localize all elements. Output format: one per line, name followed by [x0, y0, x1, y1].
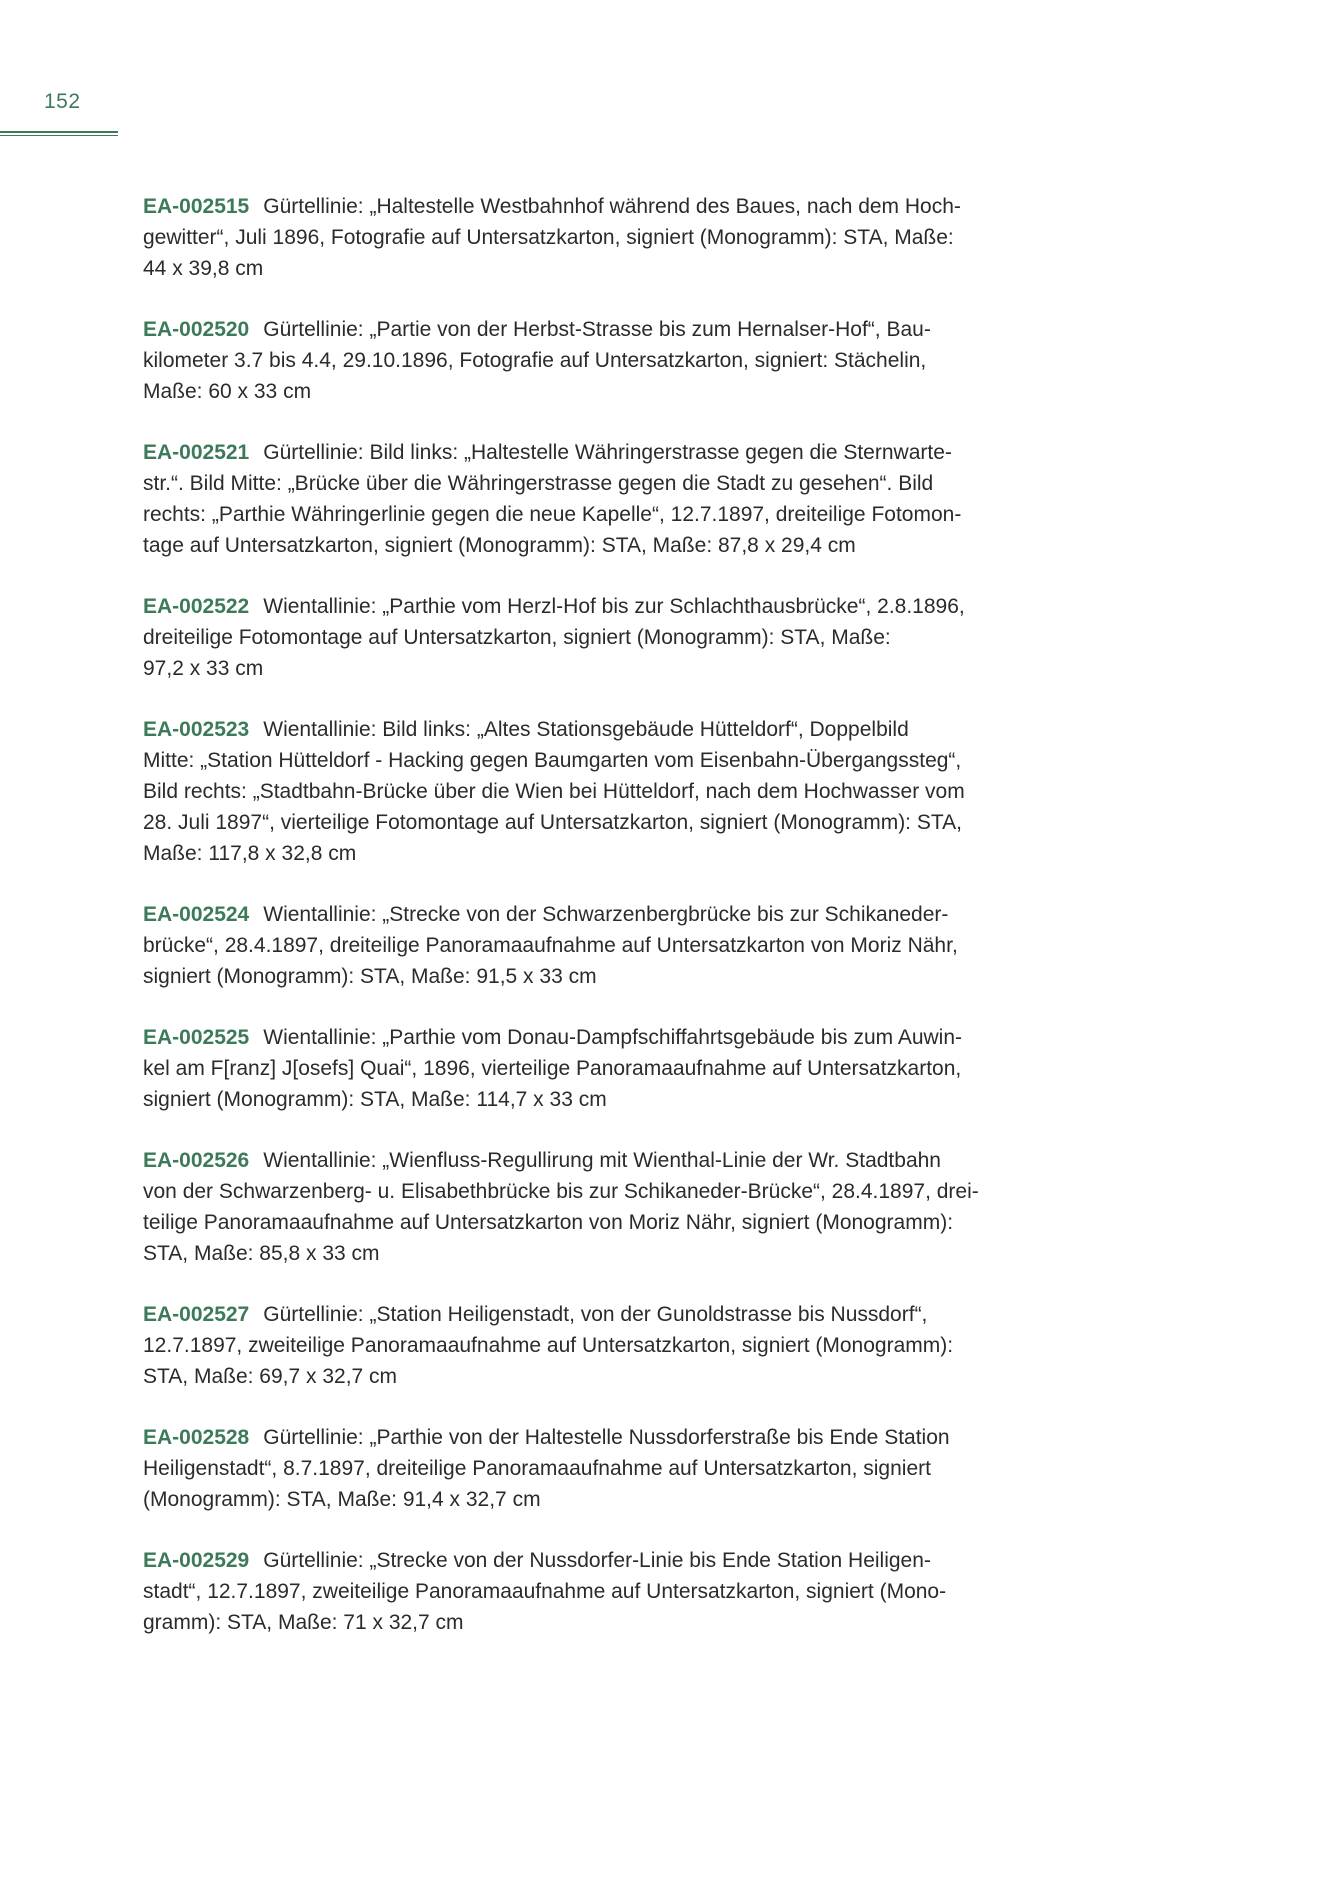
entry-code: EA-002525 [143, 1026, 250, 1049]
entry-text: Gürtellinie: „Partie von der Herbst-Strasse bis zum Hernalser-Hof“, Bau- kilometer 3.7 bis 4.4, 29.10.1896, Fotografie auf Untersatzkarton, signiert: Stächelin, Maße: 60 x 33 cm [143, 318, 931, 403]
header-rule-bottom [0, 135, 118, 136]
catalog-entry [143, 314, 1043, 407]
entry-code: EA-002523 [143, 718, 250, 741]
entry-code: EA-002528 [143, 1426, 250, 1449]
catalog-entries [143, 191, 1043, 1668]
entry-text: Gürtellinie: „Station Heiligenstadt, von der Gunoldstrasse bis Nussdorf“, 12.7.1897, zweiteilige Panoramaaufnahme auf Untersatzkarton, signiert (Monogramm): STA, Maße: 69,7 x 32,7 cm [143, 1303, 954, 1388]
entry-text: Wientallinie: „Parthie vom Donau-Dampfschiffahrtsgebäude bis zum Auwin- kel am F[ranz] J[osefs] Quai“, 1896, vierteilige Panoramaaufnahme auf Untersatzkarton, signiert (Monogramm): STA, Maße: 114,7 x 33 cm [143, 1026, 963, 1111]
page-number: 152 [44, 90, 81, 113]
catalog-entry [143, 591, 1043, 684]
entry-text: Wientallinie: „Wienfluss-Regullirung mit Wienthal-Linie der Wr. Stadtbahn von der Schwarzenberg- u. Elisabethbrücke bis zur Schikaneder-Brücke“, 28.4.1897, drei- teilige Panoramaaufnahme auf Untersatzkarton von Moriz Nähr, signiert (Monogramm): STA, Maße: 85,8 x 33 cm [143, 1149, 979, 1265]
entry-code: EA-002524 [143, 903, 250, 926]
catalog-entry [143, 899, 1043, 992]
entry-code: EA-002529 [143, 1549, 250, 1572]
entry-text: Wientallinie: Bild links: „Altes Stationsgebäude Hütteldorf“, Doppelbild Mitte: „Station Hütteldorf - Hacking gegen Baumgarten vom Eisenbahn-Übergangssteg“, Bild rechts: „Stadtbahn-Brücke über die Wien bei Hütteldorf, nach dem Hochwasser vom 28. Juli 1897“, vierteilige Fotomontage auf Untersatzkarton, signiert (Monogramm): STA, Maße: 117,8 x 32,8 cm [143, 718, 965, 865]
entry-code: EA-002520 [143, 318, 250, 341]
catalog-entry [143, 1022, 1043, 1115]
catalog-entry [143, 191, 1043, 284]
entry-code: EA-002522 [143, 595, 250, 618]
entry-text: Gürtellinie: Bild links: „Haltestelle Währingerstrasse gegen die Sternwarte- str.“. Bild Mitte: „Brücke über die Währingerstrasse gegen die Stadt zu gesehen“. Bild rechts: „Parthie Währingerlinie gegen die neue Kapelle“, 12.7.1897, dreiteilige Fotomon- tage auf Untersatzkarton, signiert (Monogramm): STA, Maße: 87,8 x 29,4 cm [143, 441, 962, 557]
catalog-entry [143, 437, 1043, 561]
entry-code: EA-002515 [143, 195, 250, 218]
catalog-entry [143, 1422, 1043, 1515]
catalog-entry [143, 1299, 1043, 1392]
entry-code: EA-002526 [143, 1149, 250, 1172]
catalog-entry [143, 714, 1043, 869]
header-rule-top [0, 131, 118, 133]
catalog-entry [143, 1145, 1043, 1269]
entry-text: Wientallinie: „Parthie vom Herzl-Hof bis zur Schlachthausbrücke“, 2.8.1896, dreiteilige Fotomontage auf Untersatzkarton, signiert (Monogramm): STA, Maße: 97,2 x 33 cm [143, 595, 965, 680]
entry-code: EA-002527 [143, 1303, 250, 1326]
entry-code: EA-002521 [143, 441, 250, 464]
entry-text: Wientallinie: „Strecke von der Schwarzenbergbrücke bis zur Schikaneder- brücke“, 28.4.1897, dreiteilige Panoramaaufnahme auf Untersatzkarton von Moriz Nähr, signiert (Monogramm): STA, Maße: 91,5 x 33 cm [143, 903, 958, 988]
entry-text: Gürtellinie: „Parthie von der Haltestelle Nussdorferstraße bis Ende Station Heiligenstadt“, 8.7.1897, dreiteilige Panoramaaufnahme auf Untersatzkarton, signiert (Monogramm): STA, Maße: 91,4 x 32,7 cm [143, 1426, 950, 1511]
entry-text: Gürtellinie: „Haltestelle Westbahnhof während des Baues, nach dem Hoch- gewitter“, Juli 1896, Fotografie auf Untersatzkarton, signiert (Monogramm): STA, Maße: 44 x 39,8 cm [143, 195, 961, 280]
entry-text: Gürtellinie: „Strecke von der Nussdorfer-Linie bis Ende Station Heiligen- stadt“, 12.7.1897, zweiteilige Panoramaaufnahme auf Untersatzkarton, signiert (Mono- gramm): STA, Maße: 71 x 32,7 cm [143, 1549, 947, 1634]
catalog-entry [143, 1545, 1043, 1638]
